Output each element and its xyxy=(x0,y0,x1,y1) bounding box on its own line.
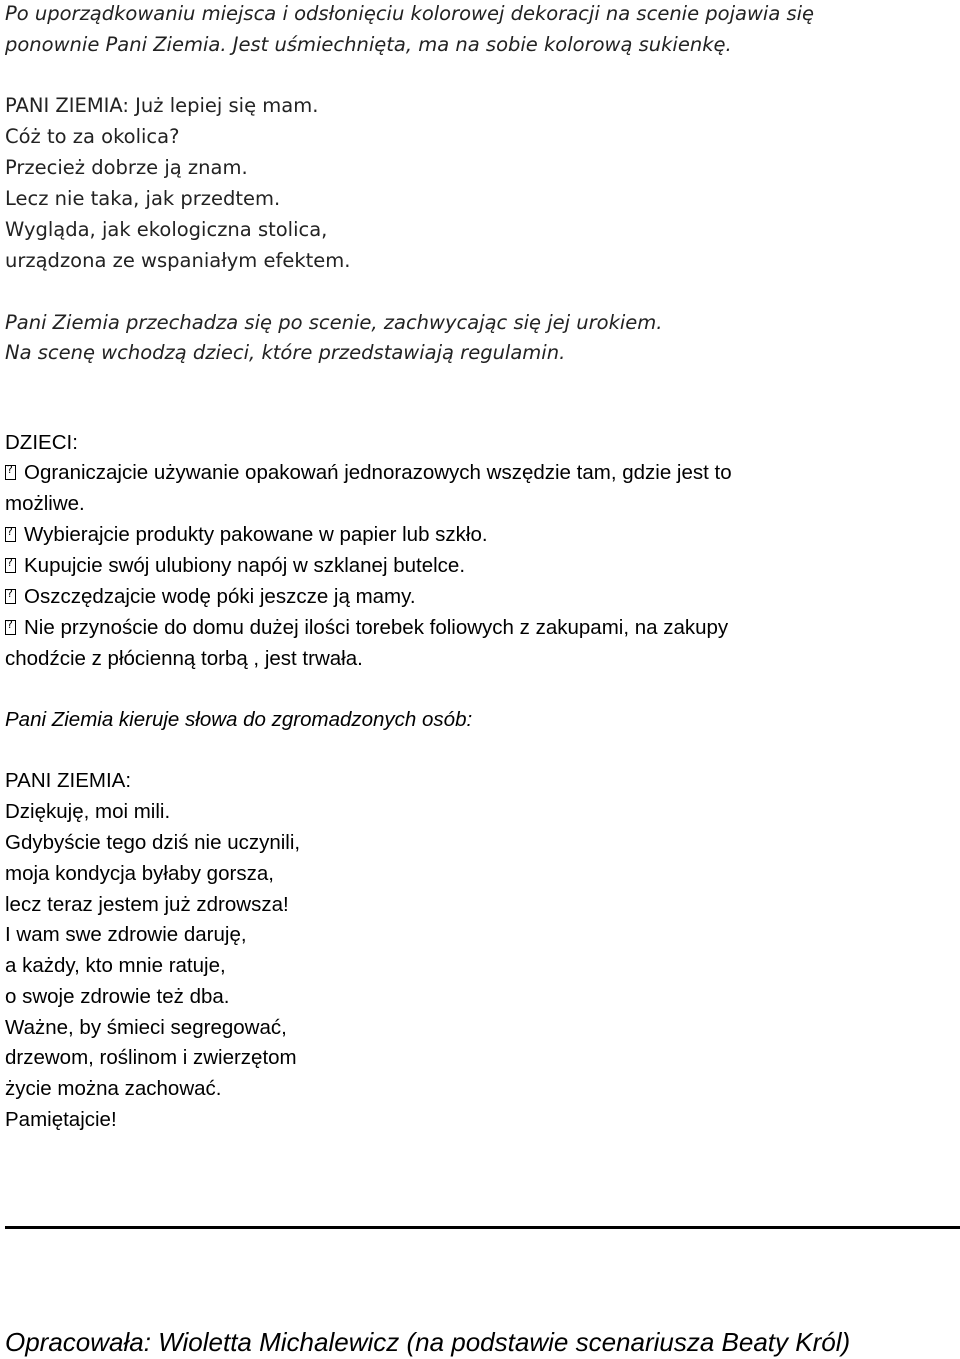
verse-line: Wygląda, jak ekologiczna stolica, xyxy=(5,218,328,241)
list-item: ?Kupujcie swój ulubiony napój w szklanej butelce. xyxy=(5,556,465,577)
verse-line: o swoje zdrowie też dba. xyxy=(5,985,230,1008)
missing-glyph-icon xyxy=(5,620,16,635)
list-item: ?Wybierajcie produkty pakowane w papier lub szkło. xyxy=(5,525,488,546)
verse-line: I wam swe zdrowie daruję, xyxy=(5,923,247,946)
verse-line: Dziękuję, moi mili. xyxy=(5,800,171,823)
speaker-label: DZIECI: xyxy=(5,431,78,454)
verse-line: urządzona ze wspaniałym efektem. xyxy=(5,249,351,272)
missing-glyph-icon xyxy=(5,589,16,604)
list-item: ?Nie przynoście do domu dużej ilości torebek foliowych z zakupami, na zakupy xyxy=(5,618,728,639)
verse-line: drzewom, roślinom i zwierzętom xyxy=(5,1046,297,1069)
list-item: ?Oszczędzajcie wodę póki jeszcze ją mamy. xyxy=(5,587,416,608)
verse-line: życie można zachować. xyxy=(5,1077,222,1100)
missing-glyph-icon xyxy=(5,465,16,480)
intro-line: Po uporządkowaniu miejsca i odsłonięciu kolorowej dekoracji na scenie pojawia się xyxy=(5,2,815,25)
intro-line: ponownie Pani Ziemia. Jest uśmiechnięta, ma na sobie kolorową sukienkę. xyxy=(5,33,732,56)
verse-line: Cóż to za okolica? xyxy=(5,125,180,148)
verse-line: a każdy, kto mnie ratuje, xyxy=(5,954,226,977)
verse-line: Pamiętajcie! xyxy=(5,1108,117,1131)
stage-direction: Na scenę wchodzą dzieci, które przedstawiają regulamin. xyxy=(5,341,566,364)
verse-line: moja kondycja byłaby gorsza, xyxy=(5,862,274,885)
list-item-continuation: chodźcie z płócienną torbą , jest trwała. xyxy=(5,647,363,670)
list-item-continuation: możliwe. xyxy=(5,492,85,515)
verse-line: Lecz nie taka, jak przedtem. xyxy=(5,187,281,210)
list-item: ?Ograniczajcie używanie opakowań jednorazowych wszędzie tam, gdzie jest to xyxy=(5,463,732,484)
verse-line: Przecież dobrze ją znam. xyxy=(5,156,248,179)
verse-line: PANI ZIEMIA: Już lepiej się mam. xyxy=(5,94,319,117)
stage-direction: Pani Ziemia przechadza się po scenie, zachwycając się jej urokiem. xyxy=(5,311,663,334)
horizontal-divider xyxy=(5,1226,960,1229)
speaker-label: PANI ZIEMIA: xyxy=(5,769,132,792)
author-credit: Opracowała: Wioletta Michalewicz (na podstawie scenariusza Beaty Król) xyxy=(5,1327,851,1357)
verse-line: lecz teraz jestem już zdrowsza! xyxy=(5,893,289,916)
verse-line: Gdybyście tego dziś nie uczynili, xyxy=(5,831,301,854)
missing-glyph-icon xyxy=(5,527,16,542)
verse-line: Ważne, by śmieci segregować, xyxy=(5,1016,287,1039)
stage-direction: Pani Ziemia kieruje słowa do zgromadzonych osób: xyxy=(5,708,473,731)
missing-glyph-icon xyxy=(5,558,16,573)
